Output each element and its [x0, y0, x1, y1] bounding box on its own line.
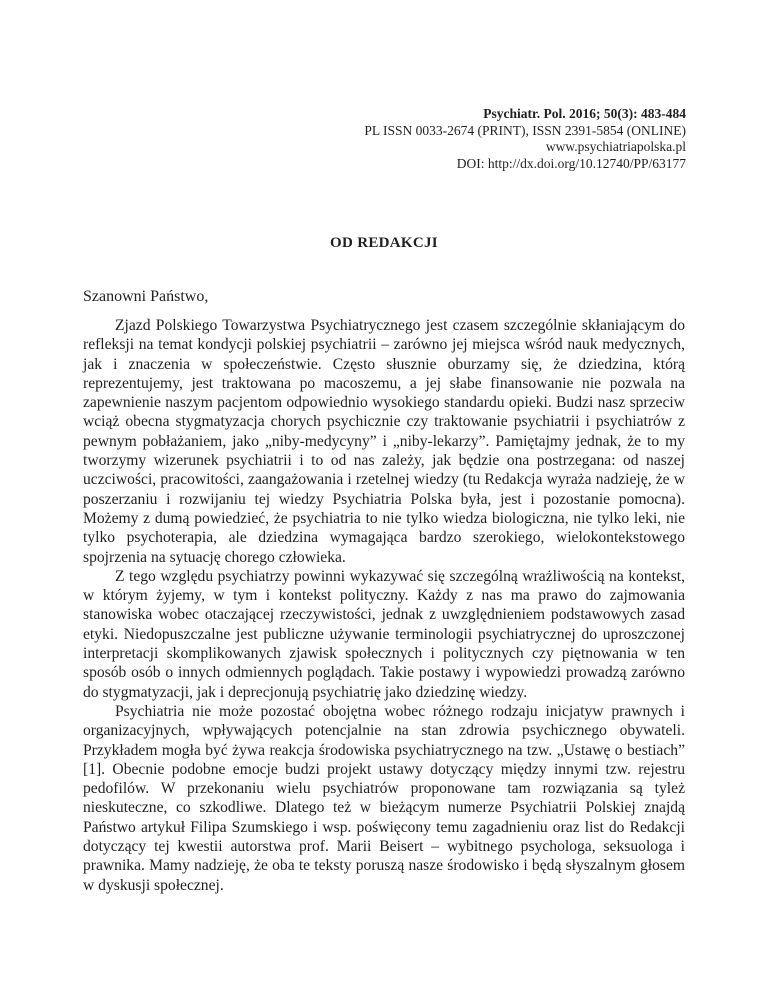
editorial-body: [83, 316, 685, 895]
journal-issn: PL ISSN 0033-2674 (PRINT), ISSN 2391-5854 (ONLINE): [364, 122, 686, 138]
section-title: OD REDAKCJI: [330, 235, 438, 251]
journal-website: www.psychiatriapolska.pl: [545, 139, 686, 155]
paragraph: Zjazd Polskiego Towarzystwa Psychiatrycznego jest czasem szczególnie skłaniającym do refleksji na temat kondycji polskiej psychiatrii – zarówno jej miejsca wśród nauk medycznych, jak i znaczenia w społeczeństwie. Często słusznie oburzamy się, że dziedzina, którą reprezentujemy, jest traktowana po macoszemu, a jej słabe finansowanie nie pozwala na zapewnienie naszym pacjentom odpowiednio wysokiego standardu opieki. Budzi nasz sprzeciw wciąż obecna stygmatyzacja chorych psychicznie czy traktowanie psychiatrii i psychiatrów z pewnym pobłażaniem, jako „niby-medycyny” i „niby-lekarzy”. Pamiętajmy jednak, że to my tworzymy wizerunek psychiatrii i to od nas zależy, jak będzie ona postrzegana: od naszej uczciwości, pracowitości, zaangażowania i rzetelnej wiedzy (tu Redakcja wyraża nadzieję, że w poszerzaniu i rozwijaniu tej wiedzy Psychiatria Polska była, jest i pozostanie pomocna). Możemy z dumą powiedzieć, że psychiatria to nie tylko wiedza biologiczna, nie tylko leki, nie tylko psychoterapia, ale dziedzina wymagająca bardzo szerokiego, wielokontekstowego spojrzenia na sytuację chorego człowieka.: [83, 317, 685, 566]
salutation: Szanowni Państwo,: [83, 288, 209, 305]
paragraph: Z tego względu psychiatrzy powinni wykazywać się szczególną wrażliwością na kontekst, w którym żyjemy, w tym i kontekst polityczny. Każdy z nas ma prawo do zajmowania stanowiska wobec otaczającej rzeczywistości, jednak z uwzględnieniem podstawowych zasad etyki. Niedopuszczalne jest publiczne używanie terminologii psychiatrycznej do uproszczonej interpretacji skomplikowanych zjawisk społecznych i politycznych czy piętnowania w ten sposób osób o innych odmiennych poglądach. Takie postawy i wypowiedzi prowadzą zarówno do stygmatyzacji, jak i deprecjonują psychiatrię jako dziedzinę wiedzy.: [83, 567, 685, 701]
journal-header: [364, 106, 686, 172]
article-doi: DOI: http://dx.doi.org/10.12740/PP/63177: [456, 155, 686, 171]
paragraph: Psychiatria nie może pozostać obojętna wobec różnego rodzaju inicjatyw prawnych i organizacyjnych, wpływających potencjalnie na stan zdrowia psychicznego obywateli. Przykładem mogła być żywa reakcja środowiska psychiatrycznego na tzw. „Ustawę o bestiach” [1]. Obecnie podobne emocje budzi projekt ustawy dotyczący między innymi tzw. rejestru pedofilów. W przekonaniu wielu psychiatrów proponowane tam rozwiązania są tyleż nieskuteczne, co szkodliwe. Dlatego też w bieżącym numerze Psychiatrii Polskiej znajdą Państwo artykuł Filipa Szumskiego i wsp. poświęcony temu zagadnieniu oraz list do Redakcji dotyczący tej kwestii autorstwa prof. Marii Beisert – wybitnego psychologa, seksuologa i prawnika. Mamy nadzieję, że oba te teksty poruszą nasze środowisko i będą słyszalnym głosem w dyskusji społecznej.: [83, 702, 685, 894]
journal-citation: Psychiatr. Pol. 2016; 50(3): 483-484: [483, 106, 686, 121]
